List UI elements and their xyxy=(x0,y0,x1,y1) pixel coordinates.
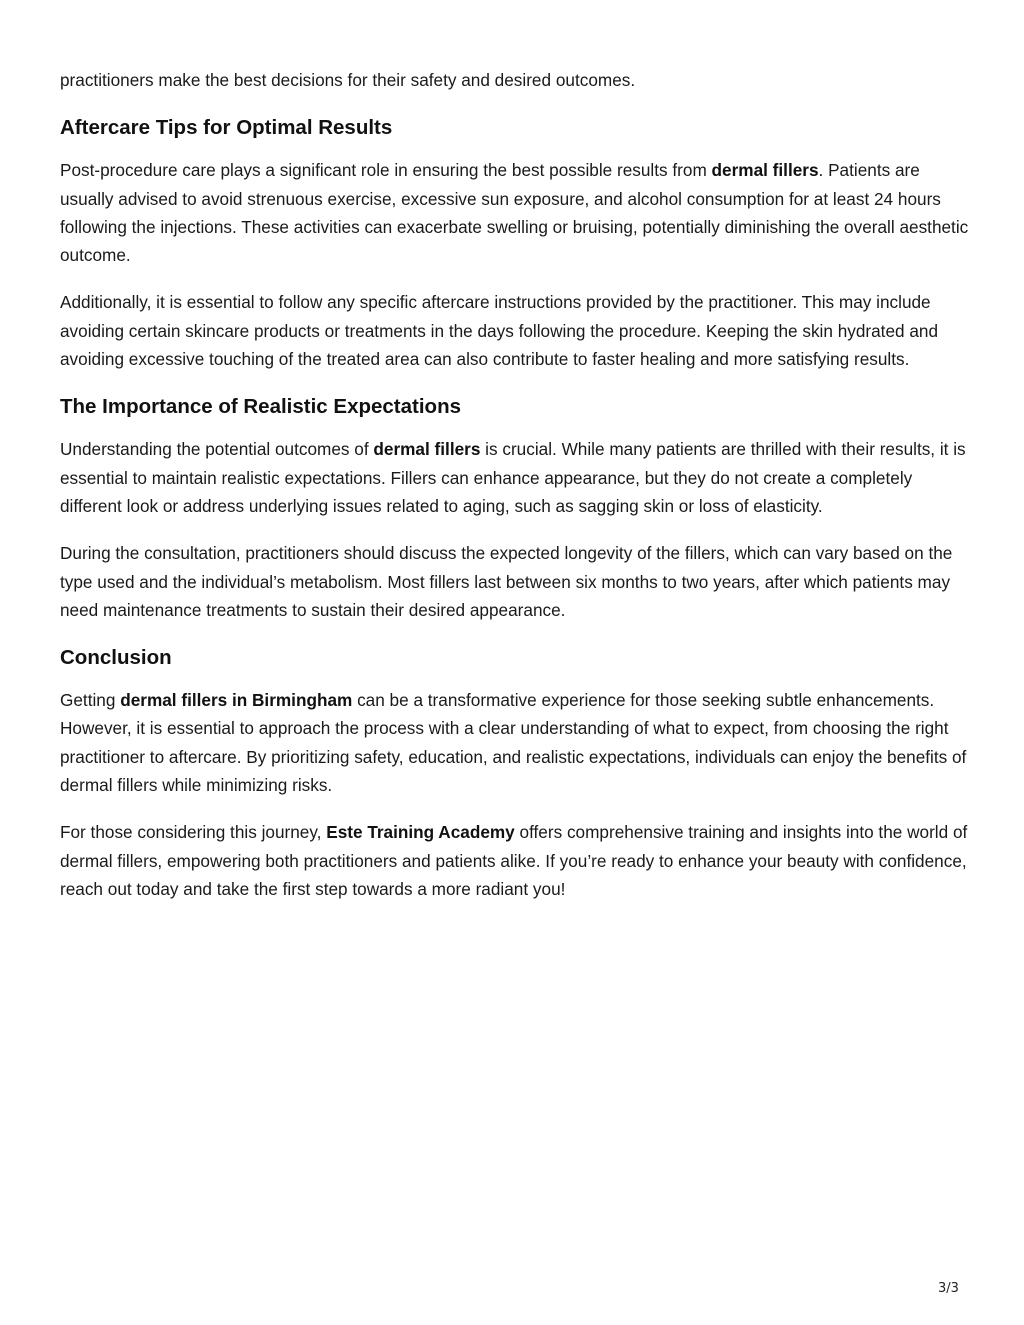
aftercare-paragraph-2: Additionally, it is essential to follow any specific aftercare instructions provided by the practitioner. This may include avoiding certain skincare products or treatments in the days following the procedure. Keeping the skin hydrated and avoiding excessive touching of the treated area can also contribute to faster healing and more satisfying results. xyxy=(60,292,939,370)
heading-aftercare: Aftercare Tips for Optimal Results xyxy=(60,116,393,140)
text-span: offers comprehensive training and insights into the world of dermal fillers, empowering both practitioners and patients alike. If you’re ready to enhance your beauty with confidence, reach out today and take the first step towards a more radiant you! xyxy=(60,822,968,899)
bold-term: dermal fillers xyxy=(373,439,481,460)
document-page xyxy=(60,66,970,922)
heading-conclusion: Conclusion xyxy=(60,646,172,670)
bold-term: Este Training Academy xyxy=(326,822,515,843)
text-span: is crucial. While many patients are thrilled with their results, it is essential to maintain realistic expectations. Fillers can enhance appearance, but they do not create a completely different look or address underlying issues related to aging, such as sagging skin or loss of elasticity. xyxy=(60,439,966,516)
expectations-paragraph-2: During the consultation, practitioners should discuss the expected longevity of the fillers, which can vary based on the type used and the individual’s metabolism. Most fillers last between six months to two years, after which patients may need maintenance treatments to sustain their desired appearance. xyxy=(60,543,953,620)
bold-term: dermal fillers in Birmingham xyxy=(120,690,353,711)
expectations-paragraph-1 xyxy=(60,435,970,520)
text-span: Understanding the potential outcomes of xyxy=(60,439,374,460)
heading-expectations: The Importance of Realistic Expectations xyxy=(60,395,461,419)
intro-paragraph: practitioners make the best decisions for their safety and desired outcomes. xyxy=(60,70,636,90)
conclusion-paragraph-1 xyxy=(60,686,970,799)
text-span: . Patients are usually advised to avoid strenuous exercise, excessive sun exposure, and alcohol consumption for at least 24 hours following the injections. These activities can exacerbate swelling or bruising, potentially diminishing the overall aesthetic outcome. xyxy=(60,160,969,266)
aftercare-paragraph-1 xyxy=(60,156,970,269)
text-span: Getting xyxy=(60,690,121,711)
conclusion-paragraph-2 xyxy=(60,818,970,903)
bold-term: dermal fillers xyxy=(711,160,819,181)
text-span: can be a transformative experience for those seeking subtle enhancements. However, it is essential to approach the process with a clear understanding of what to expect, from choosing the right practitioner to aftercare. By prioritizing safety, education, and realistic expectations, individuals can enjoy the benefits of dermal fillers while minimizing risks. xyxy=(60,690,967,796)
text-span: For those considering this journey, xyxy=(60,822,327,843)
page-number: 3/3 xyxy=(938,1281,959,1296)
text-span: Post-procedure care plays a significant role in ensuring the best possible results from xyxy=(60,160,712,181)
